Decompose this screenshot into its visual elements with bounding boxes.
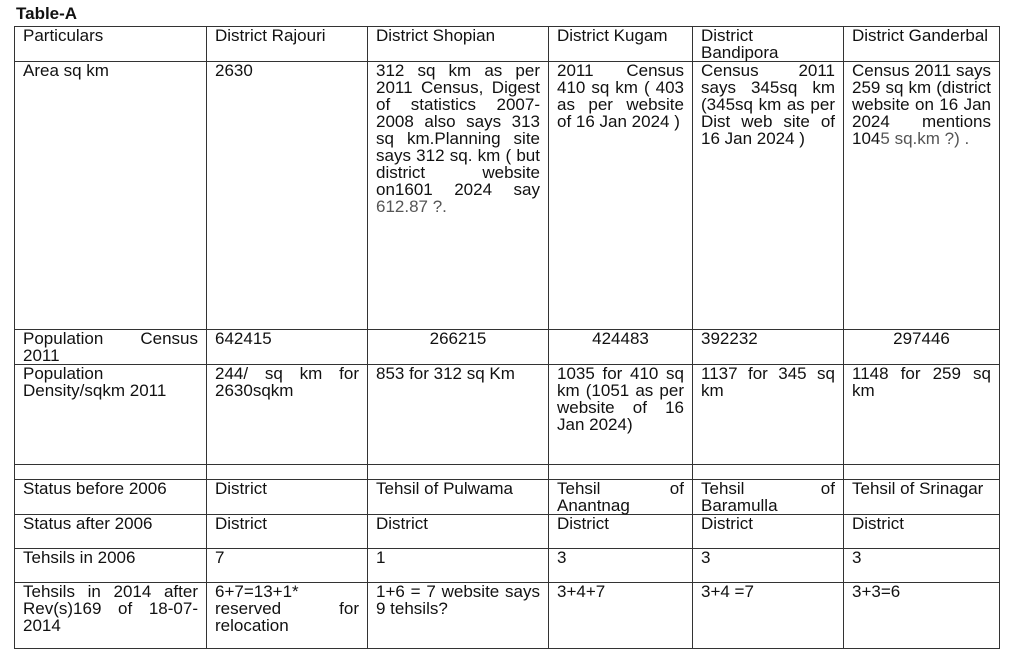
row-label: Population Census 2011: [15, 330, 207, 365]
table-cell: [207, 465, 368, 480]
cell-text: 312 sq km as per 2011 Census, Digest of statistics 2007-2008 also says 313 sq km.Planning site says 312 sq. km ( but district website on1601 2024 say: [376, 61, 540, 199]
table-cell: 297446: [844, 330, 1000, 365]
row-label: Tehsils in 2006: [15, 549, 207, 583]
table-cell: 266215: [368, 330, 549, 365]
cell-text-tail: 5: [880, 129, 890, 148]
table-cell: District: [207, 515, 368, 549]
table-cell: 1+6 = 7 website says 9 tehsils?: [368, 583, 549, 649]
table-cell: 1148 for 259 sq km: [844, 365, 1000, 465]
table-row-density: [15, 365, 1000, 465]
table-cell: [368, 62, 549, 330]
table-cell: District: [844, 515, 1000, 549]
table-row-status-before: [15, 480, 1000, 515]
table-cell: 642415: [207, 330, 368, 365]
table-cell: 392232: [693, 330, 844, 365]
table-cell: 424483: [549, 330, 693, 365]
table-cell: Tehsil of Baramulla: [693, 480, 844, 515]
table-cell: 3: [693, 549, 844, 583]
header-cell: District Shopian: [368, 27, 549, 62]
table-row-population: [15, 330, 1000, 365]
table-cell: 1137 for 345 sq km: [693, 365, 844, 465]
table-cell: District: [368, 515, 549, 549]
table-row-spacer: [15, 465, 1000, 480]
table-cell: Tehsil of Srinagar: [844, 480, 1000, 515]
table-cell: 2011 Census 410 sq km ( 403 as per website of 16 Jan 2024 ): [549, 62, 693, 330]
table-cell: 3+4 =7: [693, 583, 844, 649]
table-cell: [844, 465, 1000, 480]
row-label: Area sq km: [15, 62, 207, 330]
table-cell: District: [693, 515, 844, 549]
table-cell: [549, 465, 693, 480]
table-cell: District: [207, 480, 368, 515]
table-cell: [368, 465, 549, 480]
table-cell: 1: [368, 549, 549, 583]
table-title: Table-A: [16, 4, 78, 23]
cell-text: Census 2011 says 259 sq km (district website on 16 Jan 2024 mentions 104: [852, 61, 991, 148]
table-row-area: [15, 62, 1000, 330]
table-cell: Tehsil of Pulwama: [368, 480, 549, 515]
row-label: Status after 2006: [15, 515, 207, 549]
header-row: [15, 27, 1000, 62]
table-cell: 2630: [207, 62, 368, 330]
table-cell: District: [549, 515, 693, 549]
table-cell: Census 2011 says 345sq km (345sq km as per Dist web site of 16 Jan 2024 ): [693, 62, 844, 330]
district-comparison-table: [14, 26, 1000, 649]
table-cell: 3: [844, 549, 1000, 583]
header-cell: District Ganderbal: [844, 27, 1000, 62]
cell-text-tail: 612.87 ?.: [376, 197, 447, 216]
table-cell: 3+3=6: [844, 583, 1000, 649]
table-row-tehsils-2006: [15, 549, 1000, 583]
table-row-tehsils-2014: [15, 583, 1000, 649]
table-cell: [844, 62, 1000, 330]
table-cell: 3+4+7: [549, 583, 693, 649]
header-cell: Particulars: [15, 27, 207, 62]
header-cell: District Rajouri: [207, 27, 368, 62]
header-cell: District Kugam: [549, 27, 693, 62]
table-cell: 1035 for 410 sq km (1051 as per website of 16 Jan 2024): [549, 365, 693, 465]
table-cell: [693, 465, 844, 480]
table-cell: [15, 465, 207, 480]
table-cell: 853 for 312 sq Km: [368, 365, 549, 465]
row-label: Tehsils in 2014 after Rev(s)169 of 18-07-2014: [15, 583, 207, 649]
table-cell: 244/ sq km for 2630sqkm: [207, 365, 368, 465]
table-cell: 3: [549, 549, 693, 583]
table-cell: 6+7=13+1* reserved for relocation: [207, 583, 368, 649]
row-label: Status before 2006: [15, 480, 207, 515]
table-cell: Tehsil of Anantnag: [549, 480, 693, 515]
table-row-status-after: [15, 515, 1000, 549]
row-label: Population Density/sqkm 2011: [15, 365, 207, 465]
cell-text-tail: sq.km ?) .: [894, 129, 970, 148]
header-cell: District Bandipora: [693, 27, 844, 62]
table-cell: 7: [207, 549, 368, 583]
